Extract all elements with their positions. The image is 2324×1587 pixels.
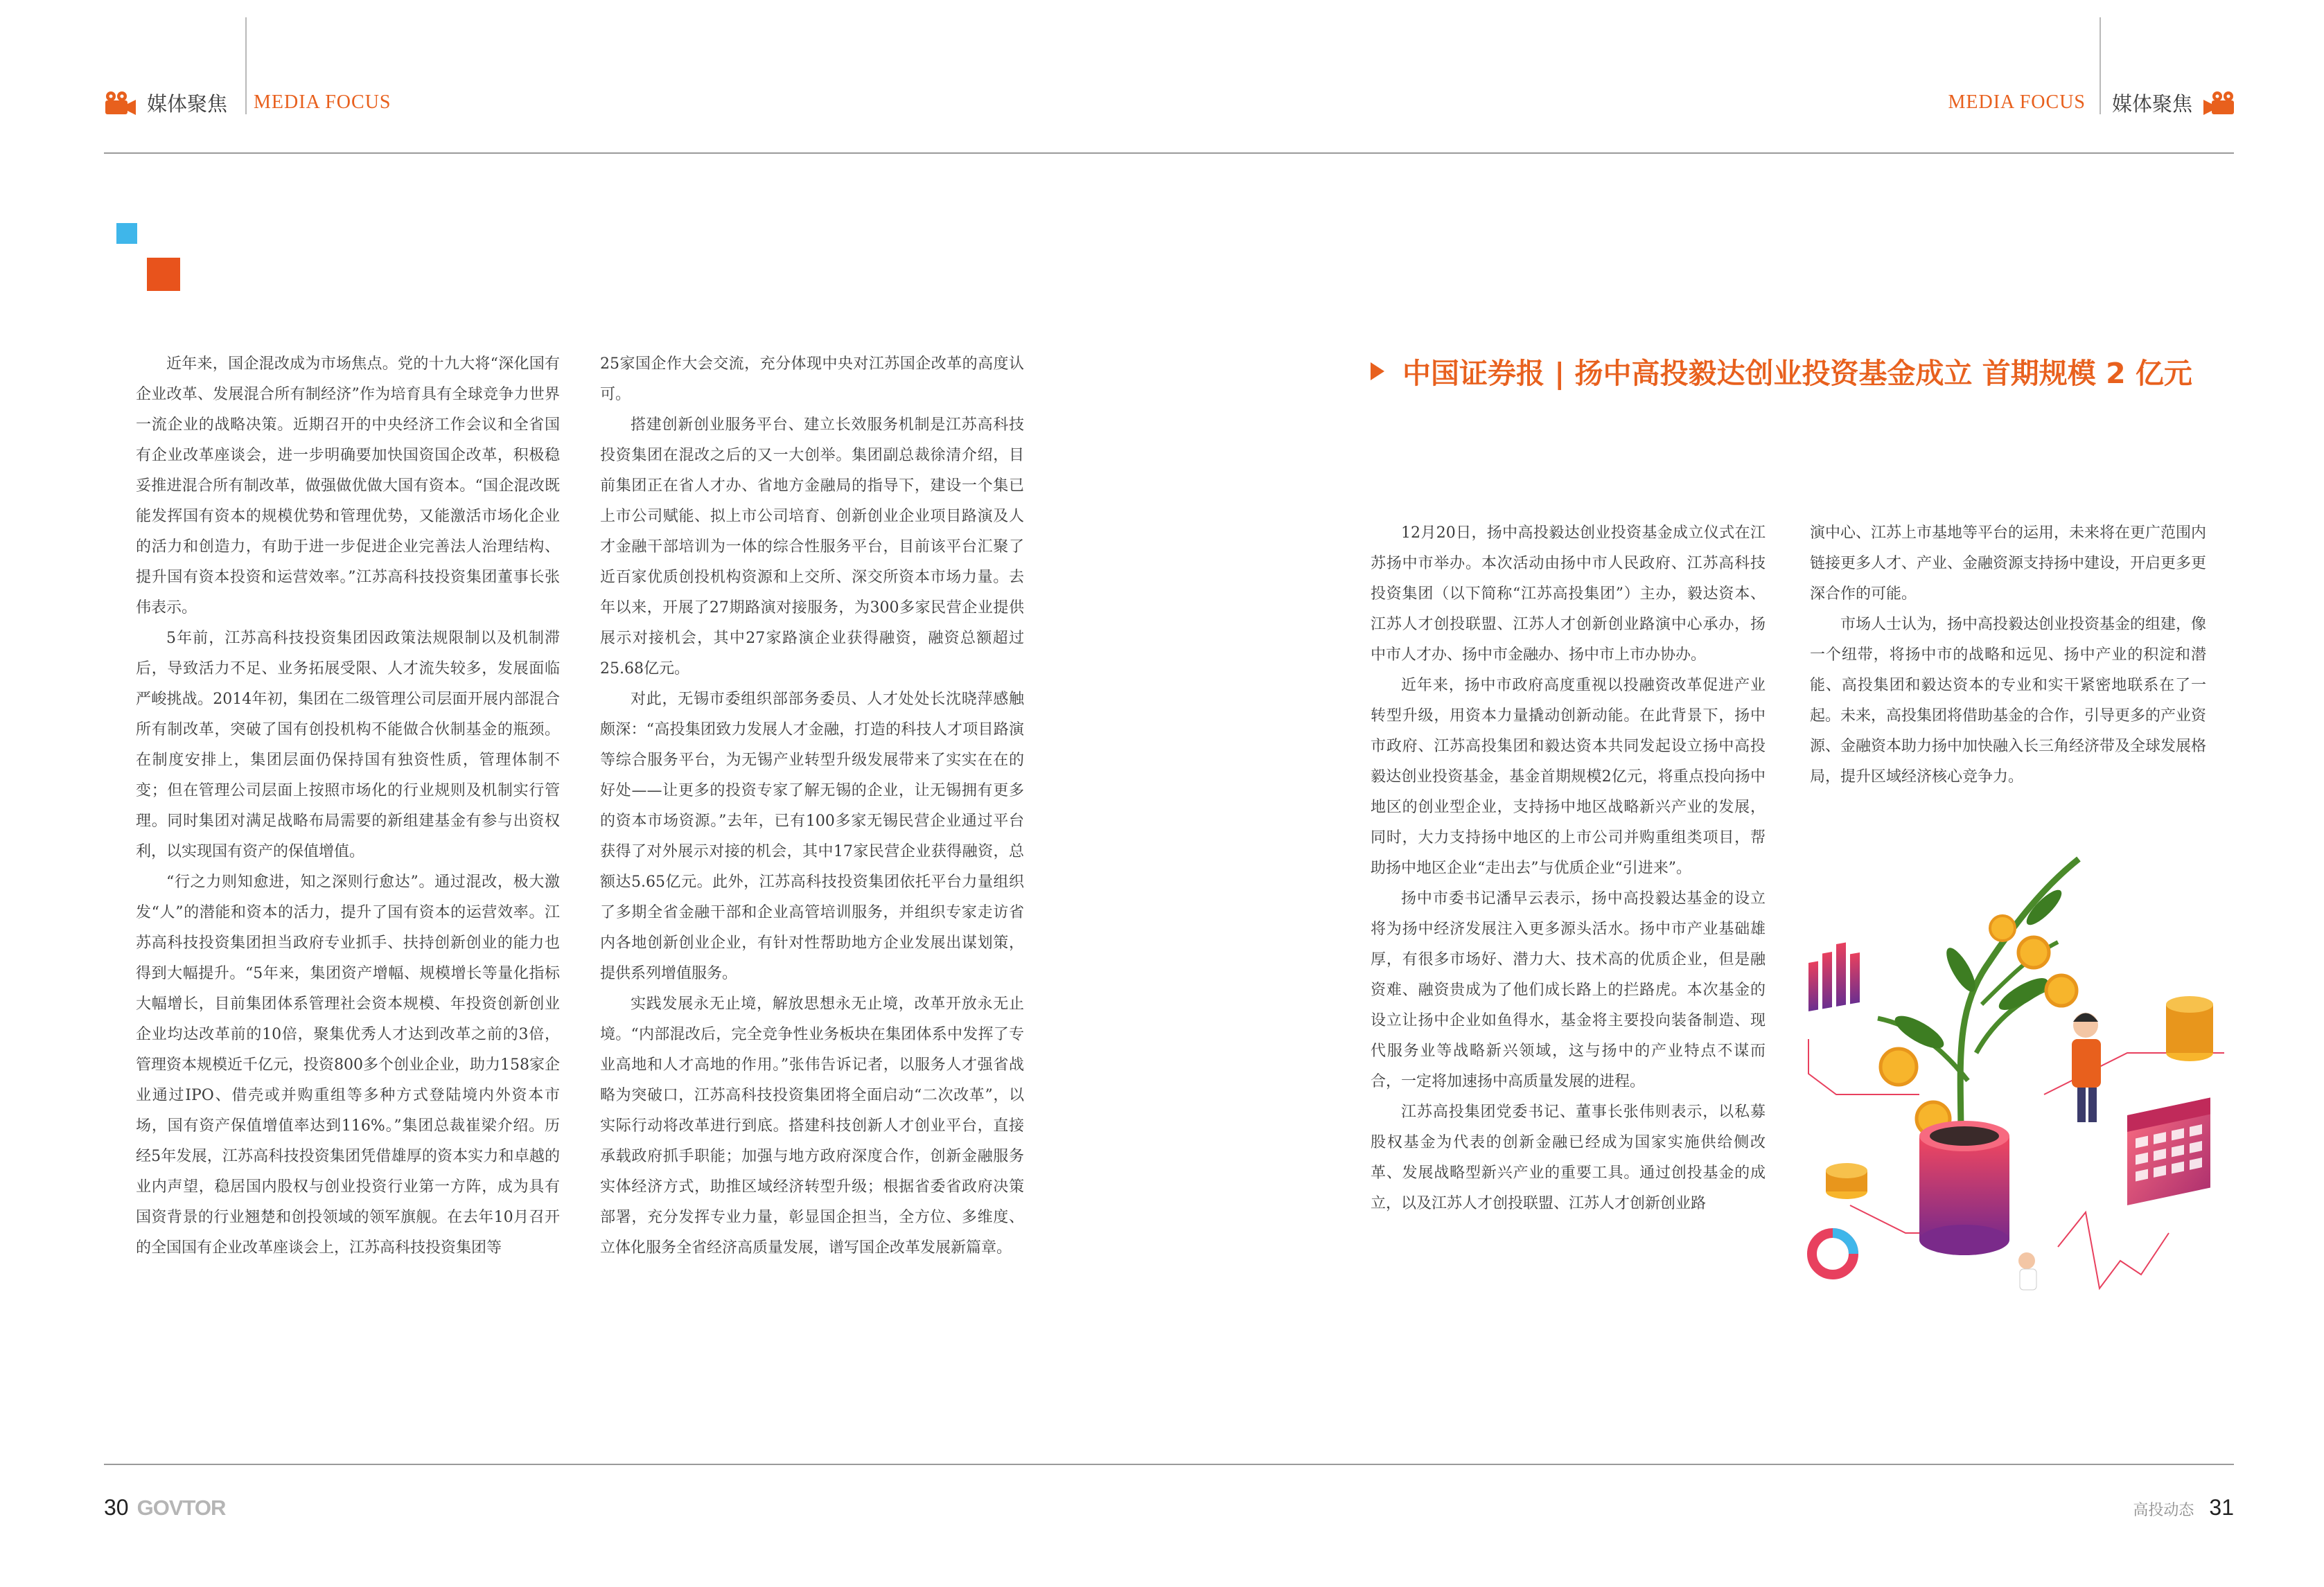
- paragraph: 5年前，江苏高科技投资集团因政策法规限制以及机制滞后，导致活力不足、业务拓展受限、人才流失较多，发展面临严峻挑战。2014年初，集团在二级管理公司层面开展内部混合所有制改革，突破了国有创投机构不能做合伙制基金的瓶颈。在制度安排上，集团层面仍保持国有独资性质，管理体制不变；但在管理公司层面上按照市场化的行业规则及机制实行管理。同时集团对满足战略布局需要的新组建基金有参与出资权利，以实现国有资产的保值增值。: [136, 630, 560, 860]
- header-right: [1948, 82, 2236, 123]
- article-column-4: [1810, 518, 2206, 792]
- header-left-title-en: MEDIA FOCUS: [254, 91, 391, 113]
- decor-square-orange: [147, 258, 180, 291]
- article-column-3: [1371, 518, 1766, 1219]
- triangle-bullet-icon: [1371, 362, 1384, 380]
- paragraph: 江苏高投集团党委书记、董事长张伟则表示，以私募股权基金为代表的创新金融已经成为国家实施供给侧改革、发展战略型新兴产业的重要工具。通过创投基金的成立，以及江苏人才创投联盟、江苏人才创新创业路: [1371, 1103, 1766, 1212]
- headline-text: 中国证券报 | 扬中高投毅达创业投资基金成立 首期规模 2 亿元: [1402, 357, 2192, 390]
- header-left: [104, 82, 391, 123]
- header-left-title-cn: 媒体聚焦: [147, 91, 228, 116]
- footer-left: [104, 1495, 225, 1520]
- article-column-2: [600, 349, 1024, 1264]
- decor-square-blue: [116, 223, 137, 244]
- paragraph: 25家国企作大会交流，充分体现中央对江苏国企改革的高度认可。: [600, 355, 1024, 403]
- paragraph: 实践发展永无止境，解放思想永无止境，改革开放永无止境。“内部混改后，完全竞争性业务板块在集团体系中发挥了专业高地和人才高地的作用。”张伟告诉记者，以服务人才强省战略为突破口，江苏高科技投资集团将全面启动“二次改革”，以实际行动将改革进行到底。搭建科技创新人才创业平台，直接承载政府抓手职能；加强与地方政府深度合作，创新金融服务实体经济方式，助推区域经济转型升级；根据省委省政府决策部署，充分发挥专业力量，彰显国企担当，全方位、多维度、立体化服务全省经济高质量发展，谱写国企改革发展新篇章。: [600, 995, 1024, 1257]
- footer-right: [2133, 1495, 2234, 1520]
- header-right-title-en: MEDIA FOCUS: [1948, 91, 2086, 113]
- paragraph: 搭建创新创业服务平台、建立长效服务机制是江苏高科技投资集团在混改之后的又一大创举。集团副总裁徐清介绍，目前集团正在省人才办、省地方金融局的指导下，建设一个集已上市公司赋能、拟上市公司培育、创新创业企业项目路演及人才金融干部培训为一体的综合性服务平台，目前该平台汇聚了近百家优质创投机构资源和上交所、深交所资本市场力量。去年以来，开展了27期路演对接服务，为300多家民营企业提供展示对接机会，其中27家路演企业获得融资，融资总额超过25.68亿元。: [600, 416, 1024, 677]
- header-rule: [104, 152, 2234, 154]
- paragraph: 12月20日，扬中高投毅达创业投资基金成立仪式在江苏扬中市举办。本次活动由扬中市人民政府、江苏高科技投资集团（以下简称“江苏高投集团”）主办，毅达资本、江苏人才创投联盟、江苏人才创新创业路演中心承办，扬中市人才办、扬中市金融办、扬中市上市办协办。: [1371, 524, 1766, 664]
- page-number-right: 31: [2209, 1495, 2234, 1520]
- brand-logo: GOVTOR: [137, 1496, 226, 1520]
- paragraph: “行之力则知愈进，知之深则行愈达”。通过混改，极大激发“人”的潜能和资本的活力，提升了国有资本的运营效率。江苏高科技投资集团担当政府专业抓手、扶持创新创业的能力也得到大幅提升。“5年来，集团资产增幅、规模增长等量化指标大幅增长，目前集团体系管理社会资本规模、年投资创新创业企业均达改革前的10倍，聚集优秀人才达到改革之前的3倍，管理资本规模近千亿元，投资800多个创业企业，助力158家企业通过IPO、借壳或并购重组等多种方式登陆境内外资本市场，国有资产保值增值率达到116%。”集团总裁崔梁介绍。历经5年发展，江苏高科技投资集团凭借雄厚的资本实力和卓越的业内声望，稳居国内股权与创业投资行业第一方阵，成为具有国资背景的行业翘楚和创投领域的领军旗舰。在去年10月召开的全国国有企业改革座谈会上，江苏高科技投资集团等: [136, 874, 560, 1257]
- paragraph: 市场人士认为，扬中高投毅达创业投资基金的组建，像一个纽带，将扬中市的战略和远见、扬中产业的积淀和潜能、高投集团和毅达资本的专业和实干紧密地联系在了一起。未来，高投集团将借助基金的合作，引导更多的产业资源、金融资本助力扬中加快融入长三角经济带及全球发展格局，提升区域经济核心竞争力。: [1810, 616, 2207, 786]
- section-label: 高投动态: [2133, 1502, 2194, 1519]
- paragraph: 对此，无锡市委组织部部务委员、人才处处长沈晓萍感触颇深：“高投集团致力发展人才金融，打造的科技人才项目路演等综合服务平台，为无锡产业转型升级发展带来了实实在在的好处——让更多的投资专家了解无锡的企业，让无锡拥有更多的资本市场资源。”去年，已有100多家无锡民营企业通过平台获得了对外展示对接的机会，其中17家民营企业获得融资，总额达5.65亿元。此外，江苏高科技投资集团依托平台力量组织了多期全省金融干部和企业高管培训服务，并组织专家走访省内各地创新创业企业，有针对性帮助地方企业发展出谋划策，提供系列增值服务。: [600, 691, 1024, 982]
- article-headline: [1371, 351, 2230, 391]
- footer-rule: [104, 1464, 2234, 1465]
- video-camera-icon: [2202, 89, 2235, 116]
- page-number-left: 30: [104, 1495, 129, 1520]
- plant-growth-coins-illustration: [1795, 845, 2238, 1316]
- paragraph: 近年来，国企混改成为市场焦点。党的十九大将“深化国有企业改革、发展混合所有制经济”作为培育具有全球竞争力世界一流企业的战略决策。近期召开的中央经济工作会议和全省国有企业改革座谈会，进一步明确要加快国资国企改革，积极稳妥推进混合所有制改革，做强做优做大国有资本。“国企混改既能发挥国有资本的规模优势和管理优势，又能激活市场化企业的活力和创造力，有助于进一步促进企业完善法人治理结构、提升国有资本投资和运营效率。”江苏高科技投资集团董事长张伟表示。: [136, 355, 560, 617]
- paragraph: 演中心、江苏上市基地等平台的运用，未来将在更广范围内链接更多人才、产业、金融资源支持扬中建设，开启更多更深合作的可能。: [1810, 524, 2207, 603]
- article-column-1: [136, 349, 560, 1264]
- paragraph: 近年来，扬中市政府高度重视以投融资改革促进产业转型升级，用资本力量撬动创新动能。在此背景下，扬中市政府、江苏高投集团和毅达资本共同发起设立扬中高投毅达创业投资基金，基金首期规模2亿元，将重点投向扬中地区的创业型企业，支持扬中地区战略新兴产业的发展，同时，大力支持扬中地区的上市公司并购重组类项目，帮助扬中地区企业“走出去”与优质企业“引进来”。: [1371, 677, 1766, 877]
- header-right-title-cn: 媒体聚焦: [2111, 91, 2192, 116]
- paragraph: 扬中市委书记潘早云表示，扬中高投毅达基金的设立将为扬中经济发展注入更多源头活水。扬中市产业基础雄厚，有很多市场好、潜力大、技术高的优质企业，但是融资难、融资贵成为了他们成长路上的拦路虎。本次基金的设立让扬中企业如鱼得水，基金将主要投向装备制造、现代服务业等战略新兴领域，这与扬中的产业特点不谋而合，一定将加速扬中高质量发展的进程。: [1371, 890, 1766, 1090]
- video-camera-icon: [104, 89, 137, 116]
